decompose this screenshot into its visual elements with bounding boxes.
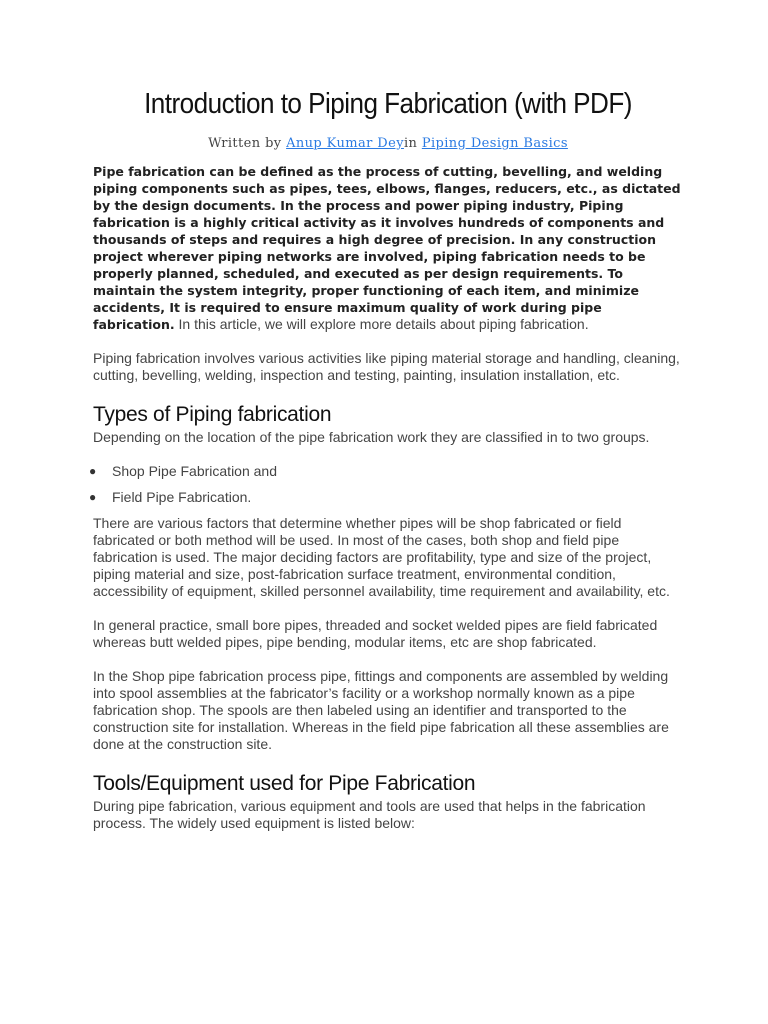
list-item-text: Shop Pipe Fabrication and <box>112 463 277 479</box>
factors-paragraph: There are various factors that determine whether pipes will be shop fabricated or field fabricated or both method will be used. In most of the cases, both shop and field pipe fabrication is used. The major deciding factors are profitability, type and size of the project, piping material and size, post-fabrication surface treatment, environmental condition, accessibility of equipment, skilled personnel availability, time requirement and availability, etc. <box>93 515 670 599</box>
list-item-text: Field Pipe Fabrication. <box>112 489 252 505</box>
category-link[interactable]: Piping Design Basics <box>421 136 568 151</box>
byline <box>93 135 683 153</box>
list-item <box>89 489 683 506</box>
bullet-icon: ● <box>89 490 97 504</box>
bullet-icon: ● <box>89 464 97 478</box>
fabrication-types-list <box>89 463 683 506</box>
types-heading: Types of Piping fabrication <box>93 403 332 426</box>
intro-bold-text: Pipe fabrication can be defined as the process of cutting, bevelling, and welding piping components such as pipes, tees, elbows, flanges, reducers, etc., as dictated by the design documents. In the process and power piping industry, Piping fabrication is a highly critical activity as it involves hundreds of components and thousands of steps and requires a high degree of precision. In any construction project wherever piping networks are involved, piping fabrication needs to be properly planned, scheduled, and executed as per design requirements. To maintain the system integrity, proper functioning of each item, and minimize accidents, It is required to ensure maximum quality of work during pipe fabrication. <box>93 164 681 332</box>
byline-mid: in <box>403 136 422 151</box>
tools-heading: Tools/Equipment used for Pipe Fabrication <box>93 772 476 795</box>
types-intro: Depending on the location of the pipe fabrication work they are classified in to two groups. <box>93 429 650 445</box>
activities-paragraph: Piping fabrication involves various activities like piping material storage and handling, cleaning, cutting, bevelling, welding, inspection and testing, painting, insulation installation, etc. <box>93 350 680 383</box>
practice-paragraph: In general practice, small bore pipes, threaded and socket welded pipes are field fabricated whereas butt welded pipes, pipe bending, modular items, etc are shop fabricated. <box>93 617 658 650</box>
author-link[interactable]: Anup Kumar Dey <box>286 136 404 151</box>
intro-paragraph <box>93 163 683 333</box>
intro-rest-text: In this article, we will explore more details about piping fabrication. <box>174 316 589 332</box>
tools-intro: During pipe fabrication, various equipment and tools are used that helps in the fabrication process. The widely used equipment is listed below: <box>93 798 646 831</box>
list-item <box>89 463 683 480</box>
byline-prefix: Written by <box>208 136 287 151</box>
shop-paragraph: In the Shop pipe fabrication process pipe, fittings and components are assembled by welding into spool assemblies at the fabricator’s facility or a workshop normally known as a pipe fabrication shop. The spools are then labeled using an identifier and transported to the construction site for installation. Whereas in the field pipe fabrication all these assemblies are done at the construction site. <box>93 668 669 752</box>
article-title: Introduction to Piping Fabrication (with PDF) <box>144 88 632 120</box>
article <box>89 84 683 832</box>
